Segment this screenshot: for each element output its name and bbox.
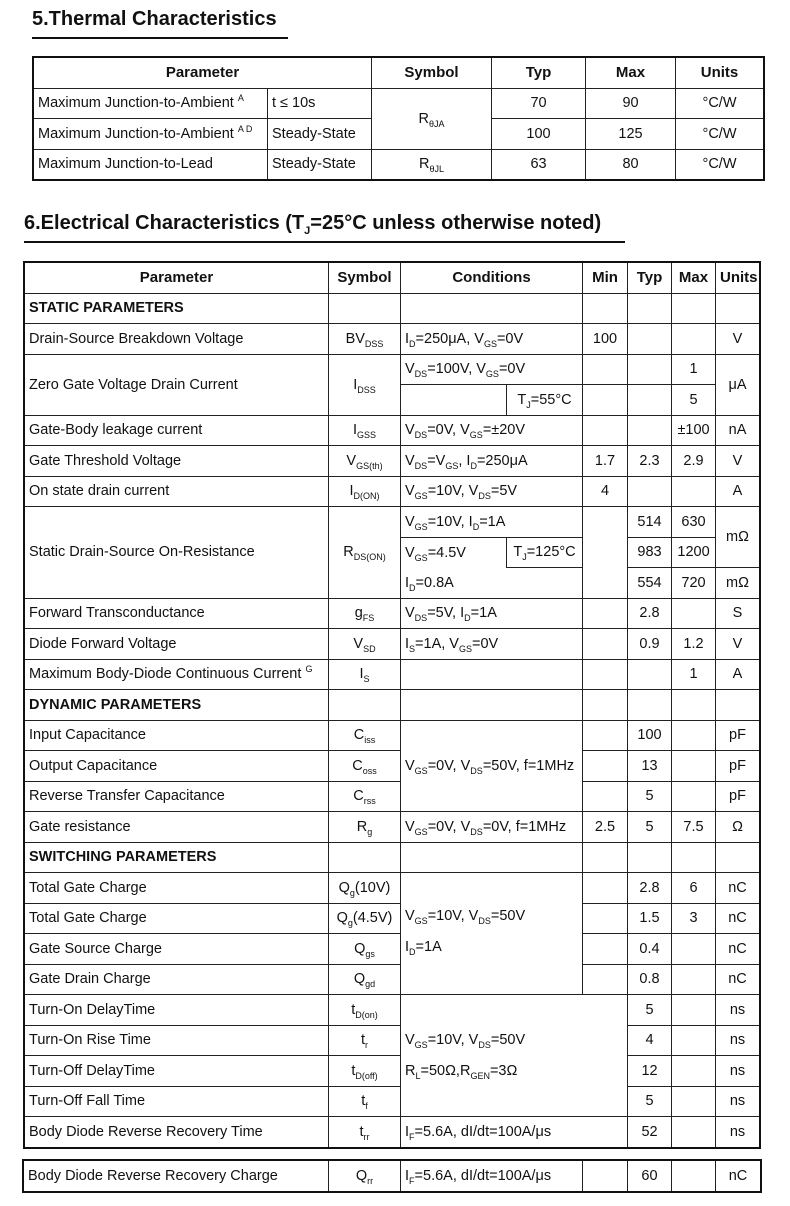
cond-vgsth: $V_{DS}=V_{GS}$, $I_D=250\mu A$ [401, 446, 583, 477]
typ-trr: 52 [628, 1117, 672, 1148]
typ-qg10: 2.8 [628, 873, 672, 904]
unit-rg: Ω [716, 812, 760, 843]
unit-idon: A [716, 476, 760, 507]
table-row [25, 720, 760, 751]
param-rdson: Static Drain-Source On-Resistance [25, 507, 329, 599]
symbol-qgs: $Q_{gs}$ [329, 934, 401, 965]
table-row [25, 1117, 760, 1148]
symbol-rg: $R_g$ [329, 812, 401, 843]
electrical-table [24, 262, 760, 1148]
qrr-table [23, 1160, 761, 1192]
electrical-section-title: 6.Electrical Characteristics ($T_J=25^\circ C$ unless otherwise noted) [24, 212, 602, 237]
typ-crss: 5 [628, 781, 672, 812]
typ-rdson-2: 983 [628, 537, 672, 568]
param-coss: Output Capacitance [25, 751, 329, 782]
table-row [34, 149, 764, 180]
unit-ciss: pF [716, 720, 760, 751]
typ-qgd: 0.8 [628, 964, 672, 995]
typ-tdon: 5 [628, 995, 672, 1026]
cond-rdson-tj: $T_J=125^\circ C$ [507, 537, 583, 568]
unit-idss: μA [716, 354, 760, 415]
electrical-header-symbol: Symbol [329, 263, 401, 294]
table-row [25, 934, 760, 965]
unit-tdoff: ns [716, 1056, 760, 1087]
param-tdon: Turn-On DelayTime [25, 995, 329, 1026]
unit-igss: nA [716, 415, 760, 446]
table-row [25, 781, 760, 812]
symbol-igss: $I_{GSS}$ [329, 415, 401, 446]
static-parameters-label: STATIC PARAMETERS [25, 293, 329, 324]
min-vgsth: 1.7 [583, 446, 628, 477]
unit-coss: pF [716, 751, 760, 782]
typ-tdoff: 12 [628, 1056, 672, 1087]
param-tdoff: Turn-Off DelayTime [25, 1056, 329, 1087]
param-qgs: Gate Source Charge [25, 934, 329, 965]
thermal-symbol-rjl: $R_{\theta JL}$ [372, 149, 492, 180]
symbol-qg10: $Q_g(10V)$ [329, 873, 401, 904]
cond-trr: $I_F=5.6A$, dI/dt=100A/μs [401, 1117, 628, 1148]
electrical-header-min: Min [583, 263, 628, 294]
param-qgd: Gate Drain Charge [25, 964, 329, 995]
max-is: 1 [672, 659, 716, 690]
unit-bvdss: V [716, 324, 760, 355]
thermal-max: 90 [586, 88, 676, 119]
table-row [25, 415, 760, 446]
unit-qgd: nC [716, 964, 760, 995]
param-gfs: Forward Transconductance [25, 598, 329, 629]
param-vsd: Diode Forward Voltage [25, 629, 329, 660]
cond-rdson-1: $V_{GS}=10V$, $I_D=1A$ [401, 507, 583, 538]
typ-qg45: 1.5 [628, 903, 672, 934]
symbol-crss: $C_{rss}$ [329, 781, 401, 812]
unit-qg10: nC [716, 873, 760, 904]
table-row [34, 88, 764, 119]
param-crss: Reverse Transfer Capacitance [25, 781, 329, 812]
max-vgsth: 2.9 [672, 446, 716, 477]
thermal-cond: t ≤ 10s [268, 88, 372, 119]
thermal-title-underline [32, 37, 288, 39]
cond-vsd: $I_S=1A$, $V_{GS}=0V$ [401, 629, 583, 660]
table-row [25, 903, 760, 934]
symbol-gfs: $g_{FS}$ [329, 598, 401, 629]
typ-gfs: 2.8 [628, 598, 672, 629]
param-trr: Body Diode Reverse Recovery Time [25, 1117, 329, 1148]
param-idon: On state drain current [25, 476, 329, 507]
max-rdson-2: 1200 [672, 537, 716, 568]
thermal-unit: °C/W [676, 88, 764, 119]
thermal-typ: 100 [492, 119, 586, 150]
cond-idss: $V_{DS}=100V$, $V_{GS}=0V$ [401, 354, 583, 385]
typ-tf: 5 [628, 1086, 672, 1117]
typ-tr: 4 [628, 1025, 672, 1056]
switching-parameters-label: SWITCHING PARAMETERS [25, 842, 329, 873]
param-tr: Turn-On Rise Time [25, 1025, 329, 1056]
param-igss: Gate-Body leakage current [25, 415, 329, 446]
thermal-symbol-rja: $R_{\theta JA}$ [372, 88, 492, 149]
note-is: G [305, 664, 313, 675]
thermal-header-parameter: Parameter [34, 58, 372, 89]
table-row [25, 1025, 760, 1056]
table-row [25, 812, 760, 843]
typ-coss: 13 [628, 751, 672, 782]
symbol-rdson: $R_{DS(ON)}$ [329, 507, 401, 599]
max-rdson-1: 630 [672, 507, 716, 538]
unit-qgs: nC [716, 934, 760, 965]
cond-capacitance: $V_{GS}=0V$, $V_{DS}=50V$, f=1MHz [401, 720, 583, 812]
param-qrr: Body Diode Reverse Recovery Charge [24, 1161, 329, 1192]
table-row [25, 873, 760, 904]
cond-idss-tj: $T_J=55^\circ C$ [507, 385, 583, 416]
thermal-unit: °C/W [676, 119, 764, 150]
thermal-typ: 63 [492, 149, 586, 180]
max-idss-1: 1 [672, 354, 716, 385]
thermal-note: A D [237, 123, 253, 134]
symbol-qgd: $Q_{gd}$ [329, 964, 401, 995]
unit-qrr: nC [716, 1161, 761, 1192]
unit-qg45: nC [716, 903, 760, 934]
param-rg: Gate resistance [25, 812, 329, 843]
symbol-tdoff: $t_{D(off)}$ [329, 1056, 401, 1087]
thermal-cond: Steady-State [268, 119, 372, 150]
symbol-trr: $t_{rr}$ [329, 1117, 401, 1148]
table-row [25, 659, 760, 690]
typ-qrr: 60 [628, 1161, 672, 1192]
unit-gfs: S [716, 598, 760, 629]
unit-is: A [716, 659, 760, 690]
electrical-header-max: Max [672, 263, 716, 294]
cond-rg: $V_{GS}=0V$, $V_{DS}=0V$, f=1MHz [401, 812, 583, 843]
max-rdson-3: 720 [672, 568, 716, 599]
table-row [25, 446, 760, 477]
table-row [25, 1086, 760, 1117]
cond-switching: $V_{GS}=10V$, $V_{DS}=50V$ $R_L=50\Omega,R_{GEN}=3\Omega$ [401, 995, 628, 1117]
symbol-vsd: $V_{SD}$ [329, 629, 401, 660]
typ-qgs: 0.4 [628, 934, 672, 965]
electrical-header-conditions: Conditions [401, 263, 583, 294]
min-idon: 4 [583, 476, 628, 507]
cond-igss: $V_{DS}=0V$, $V_{GS}=\pm 20V$ [401, 415, 583, 446]
cond-idon: $V_{GS}=10V$, $V_{DS}=5V$ [401, 476, 583, 507]
electrical-header-typ: Typ [628, 263, 672, 294]
symbol-is: $I_S$ [329, 659, 401, 690]
param-idss: Zero Gate Voltage Drain Current [25, 354, 329, 415]
thermal-param: Maximum Junction-to-Ambient [38, 125, 234, 142]
cond-bvdss: $I_D=250\mu A$, $V_{GS}=0V$ [401, 324, 583, 355]
electrical-header-units: Units [716, 263, 760, 294]
unit-vgsth: V [716, 446, 760, 477]
thermal-header-units: Units [676, 58, 764, 89]
unit-rdson-1: mΩ [716, 507, 760, 568]
max-qg10: 6 [672, 873, 716, 904]
thermal-note: A [237, 93, 244, 104]
electrical-header-parameter: Parameter [25, 263, 329, 294]
dynamic-parameters-label: DYNAMIC PARAMETERS [25, 690, 329, 721]
typ-rdson-3: 554 [628, 568, 672, 599]
table-row [25, 1056, 760, 1087]
max-qg45: 3 [672, 903, 716, 934]
thermal-header-typ: Typ [492, 58, 586, 89]
table-row [25, 324, 760, 355]
thermal-max: 125 [586, 119, 676, 150]
thermal-header-max: Max [586, 58, 676, 89]
thermal-param: Maximum Junction-to-Ambient [38, 95, 234, 112]
param-is: Maximum Body-Diode Continuous Current [29, 666, 302, 683]
table-row [25, 964, 760, 995]
symbol-qg45: $Q_g(4.5V)$ [329, 903, 401, 934]
symbol-idon: $I_{D(ON)}$ [329, 476, 401, 507]
cond-qrr: $I_F=5.6A$, dI/dt=100A/μs [401, 1161, 583, 1192]
min-rg: 2.5 [583, 812, 628, 843]
param-tf: Turn-Off Fall Time [25, 1086, 329, 1117]
max-vsd: 1.2 [672, 629, 716, 660]
table-row [25, 629, 760, 660]
thermal-typ: 70 [492, 88, 586, 119]
thermal-param: Maximum Junction-to-Lead [34, 149, 268, 180]
cond-gate-charge: $V_{GS}=10V$, $V_{DS}=50V$ $I_D=1A$ [401, 873, 583, 995]
thermal-table [33, 57, 764, 180]
param-ciss: Input Capacitance [25, 720, 329, 751]
param-bvdss: Drain-Source Breakdown Voltage [25, 324, 329, 355]
unit-crss: pF [716, 781, 760, 812]
thermal-max: 80 [586, 149, 676, 180]
typ-rdson-1: 514 [628, 507, 672, 538]
symbol-tf: $t_f$ [329, 1086, 401, 1117]
symbol-coss: $C_{oss}$ [329, 751, 401, 782]
unit-trr: ns [716, 1117, 760, 1148]
unit-vsd: V [716, 629, 760, 660]
symbol-vgsth: $V_{GS(th)}$ [329, 446, 401, 477]
table-row [24, 1161, 761, 1192]
symbol-tdon: $t_{D(on)}$ [329, 995, 401, 1026]
symbol-qrr: $Q_{rr}$ [329, 1161, 401, 1192]
thermal-cond: Steady-State [268, 149, 372, 180]
param-qg10: Total Gate Charge [25, 873, 329, 904]
unit-tr: ns [716, 1025, 760, 1056]
table-row [25, 598, 760, 629]
param-qg45: Total Gate Charge [25, 903, 329, 934]
table-row [25, 354, 760, 385]
max-idss-2: 5 [672, 385, 716, 416]
unit-tf: ns [716, 1086, 760, 1117]
symbol-tr: $t_r$ [329, 1025, 401, 1056]
param-vgsth: Gate Threshold Voltage [25, 446, 329, 477]
table-row [25, 751, 760, 782]
thermal-unit: °C/W [676, 149, 764, 180]
typ-vgsth: 2.3 [628, 446, 672, 477]
cond-rdson-2: $V_{GS}=4.5V$ [401, 537, 507, 568]
table-row [25, 507, 760, 538]
cond-gfs: $V_{DS}=5V$, $I_D=1A$ [401, 598, 583, 629]
electrical-title-underline [24, 241, 625, 243]
typ-rg: 5 [628, 812, 672, 843]
symbol-ciss: $C_{iss}$ [329, 720, 401, 751]
thermal-section-title: 5.Thermal Characteristics [32, 8, 277, 30]
typ-vsd: 0.9 [628, 629, 672, 660]
symbol-bvdss: $BV_{DSS}$ [329, 324, 401, 355]
unit-rdson-3: mΩ [716, 568, 760, 599]
max-igss: ±100 [672, 415, 716, 446]
typ-ciss: 100 [628, 720, 672, 751]
min-bvdss: 100 [583, 324, 628, 355]
table-row [25, 476, 760, 507]
cond-rdson-3: $I_D=0.8A$ [401, 568, 583, 599]
unit-tdon: ns [716, 995, 760, 1026]
thermal-header-symbol: Symbol [372, 58, 492, 89]
symbol-idss: $I_{DSS}$ [329, 354, 401, 415]
max-rg: 7.5 [672, 812, 716, 843]
table-row [25, 995, 760, 1026]
